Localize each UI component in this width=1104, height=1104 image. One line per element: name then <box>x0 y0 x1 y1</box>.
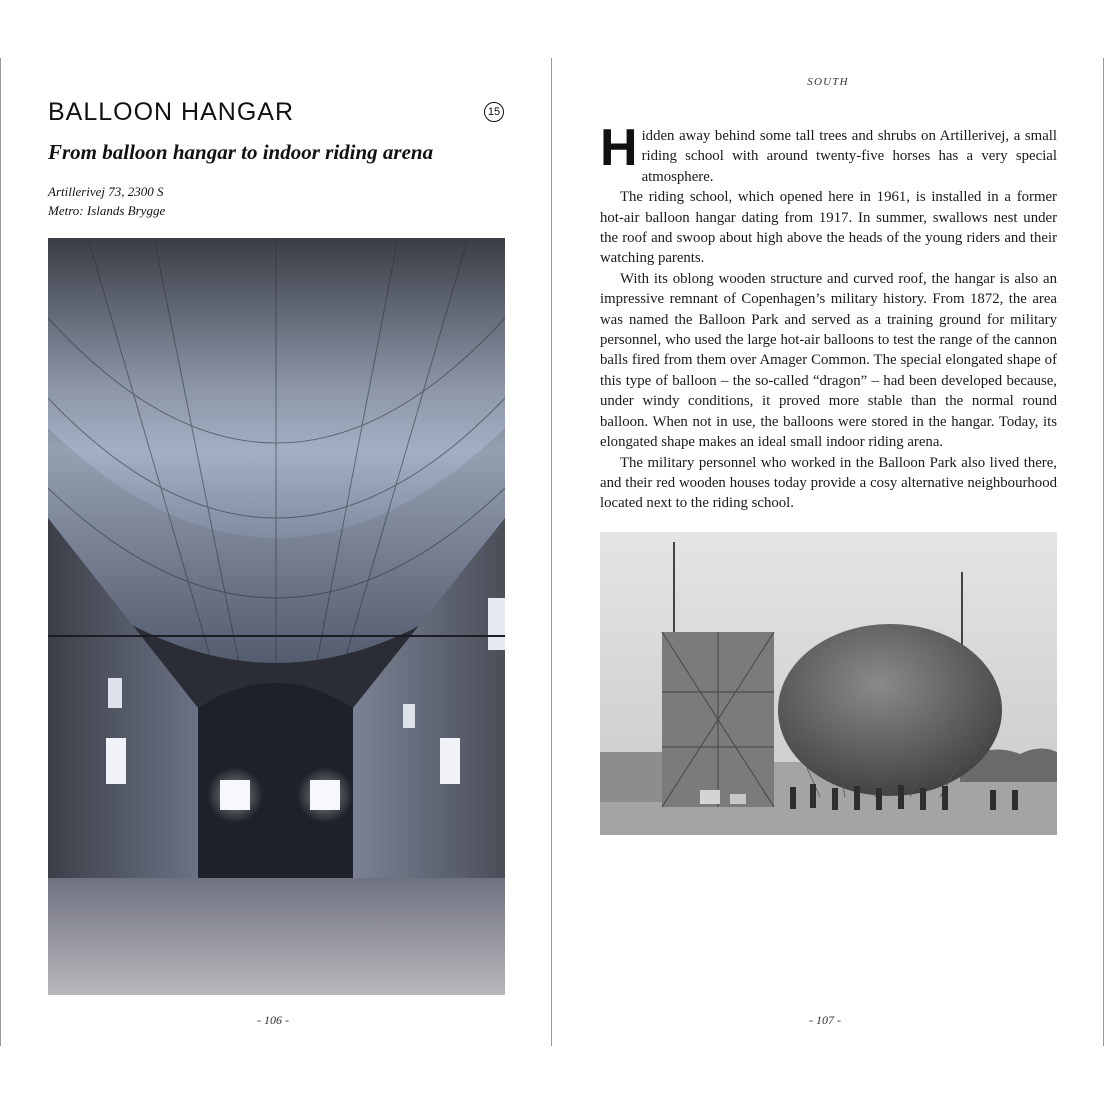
paragraph-1 <box>600 119 1057 187</box>
paragraph-3: With its oblong wooden structure and curved roof, the hangar is also an impressive remnant of Copenhagen’s military history. From 1872, the area was named the Balloon Park and served as a training ground for military personnel, who used the large hot-air balloons to test the range of the cannon balls fired from them over Amager Common. The special elongated shape of this type of balloon – the so-called “dragon” – had been developed because, under windy conditions, it proved more stable than the normal round balloon. When not in use, the balloons were stored in the hangar. Today, its elongated shape makes an ideal small indoor riding arena. <box>600 270 1057 451</box>
entry-number-badge: 15 <box>484 102 504 122</box>
page-number-right: - 107 - <box>809 1013 841 1027</box>
metro-line: Metro: Islands Brygge <box>48 203 166 218</box>
paragraph-4: The military personnel who worked in the Balloon Park also lived there, and their red wooden houses today provide a cosy alternative neighbourhood located next to the riding school. <box>600 454 1057 512</box>
drop-cap: H <box>600 119 638 177</box>
page-subtitle: From balloon hangar to indoor riding arena <box>48 140 434 164</box>
hangar-interior-photo <box>48 238 505 995</box>
paragraph-1-text: idden away behind some tall trees and shrubs on Artillerivej, a small riding school with around twenty-five horses has a very special atmosphere. <box>641 128 1057 185</box>
article-body <box>600 119 1057 514</box>
page-title: BALLOON HANGAR <box>48 98 295 126</box>
address-line: Artillerivej 73, 2300 S <box>48 184 164 199</box>
address-block <box>48 182 165 220</box>
page-number-left: - 106 - <box>257 1013 289 1027</box>
running-head: SOUTH <box>807 76 849 88</box>
paragraph-2: The riding school, which opened here in 1961, is installed in a former hot-air balloon hangar dating from 1917. In summer, swallows nest under the roof and swoop about high above the heads of the young riders and their watching parents. <box>600 189 1057 267</box>
archive-balloon-photo <box>600 532 1057 835</box>
